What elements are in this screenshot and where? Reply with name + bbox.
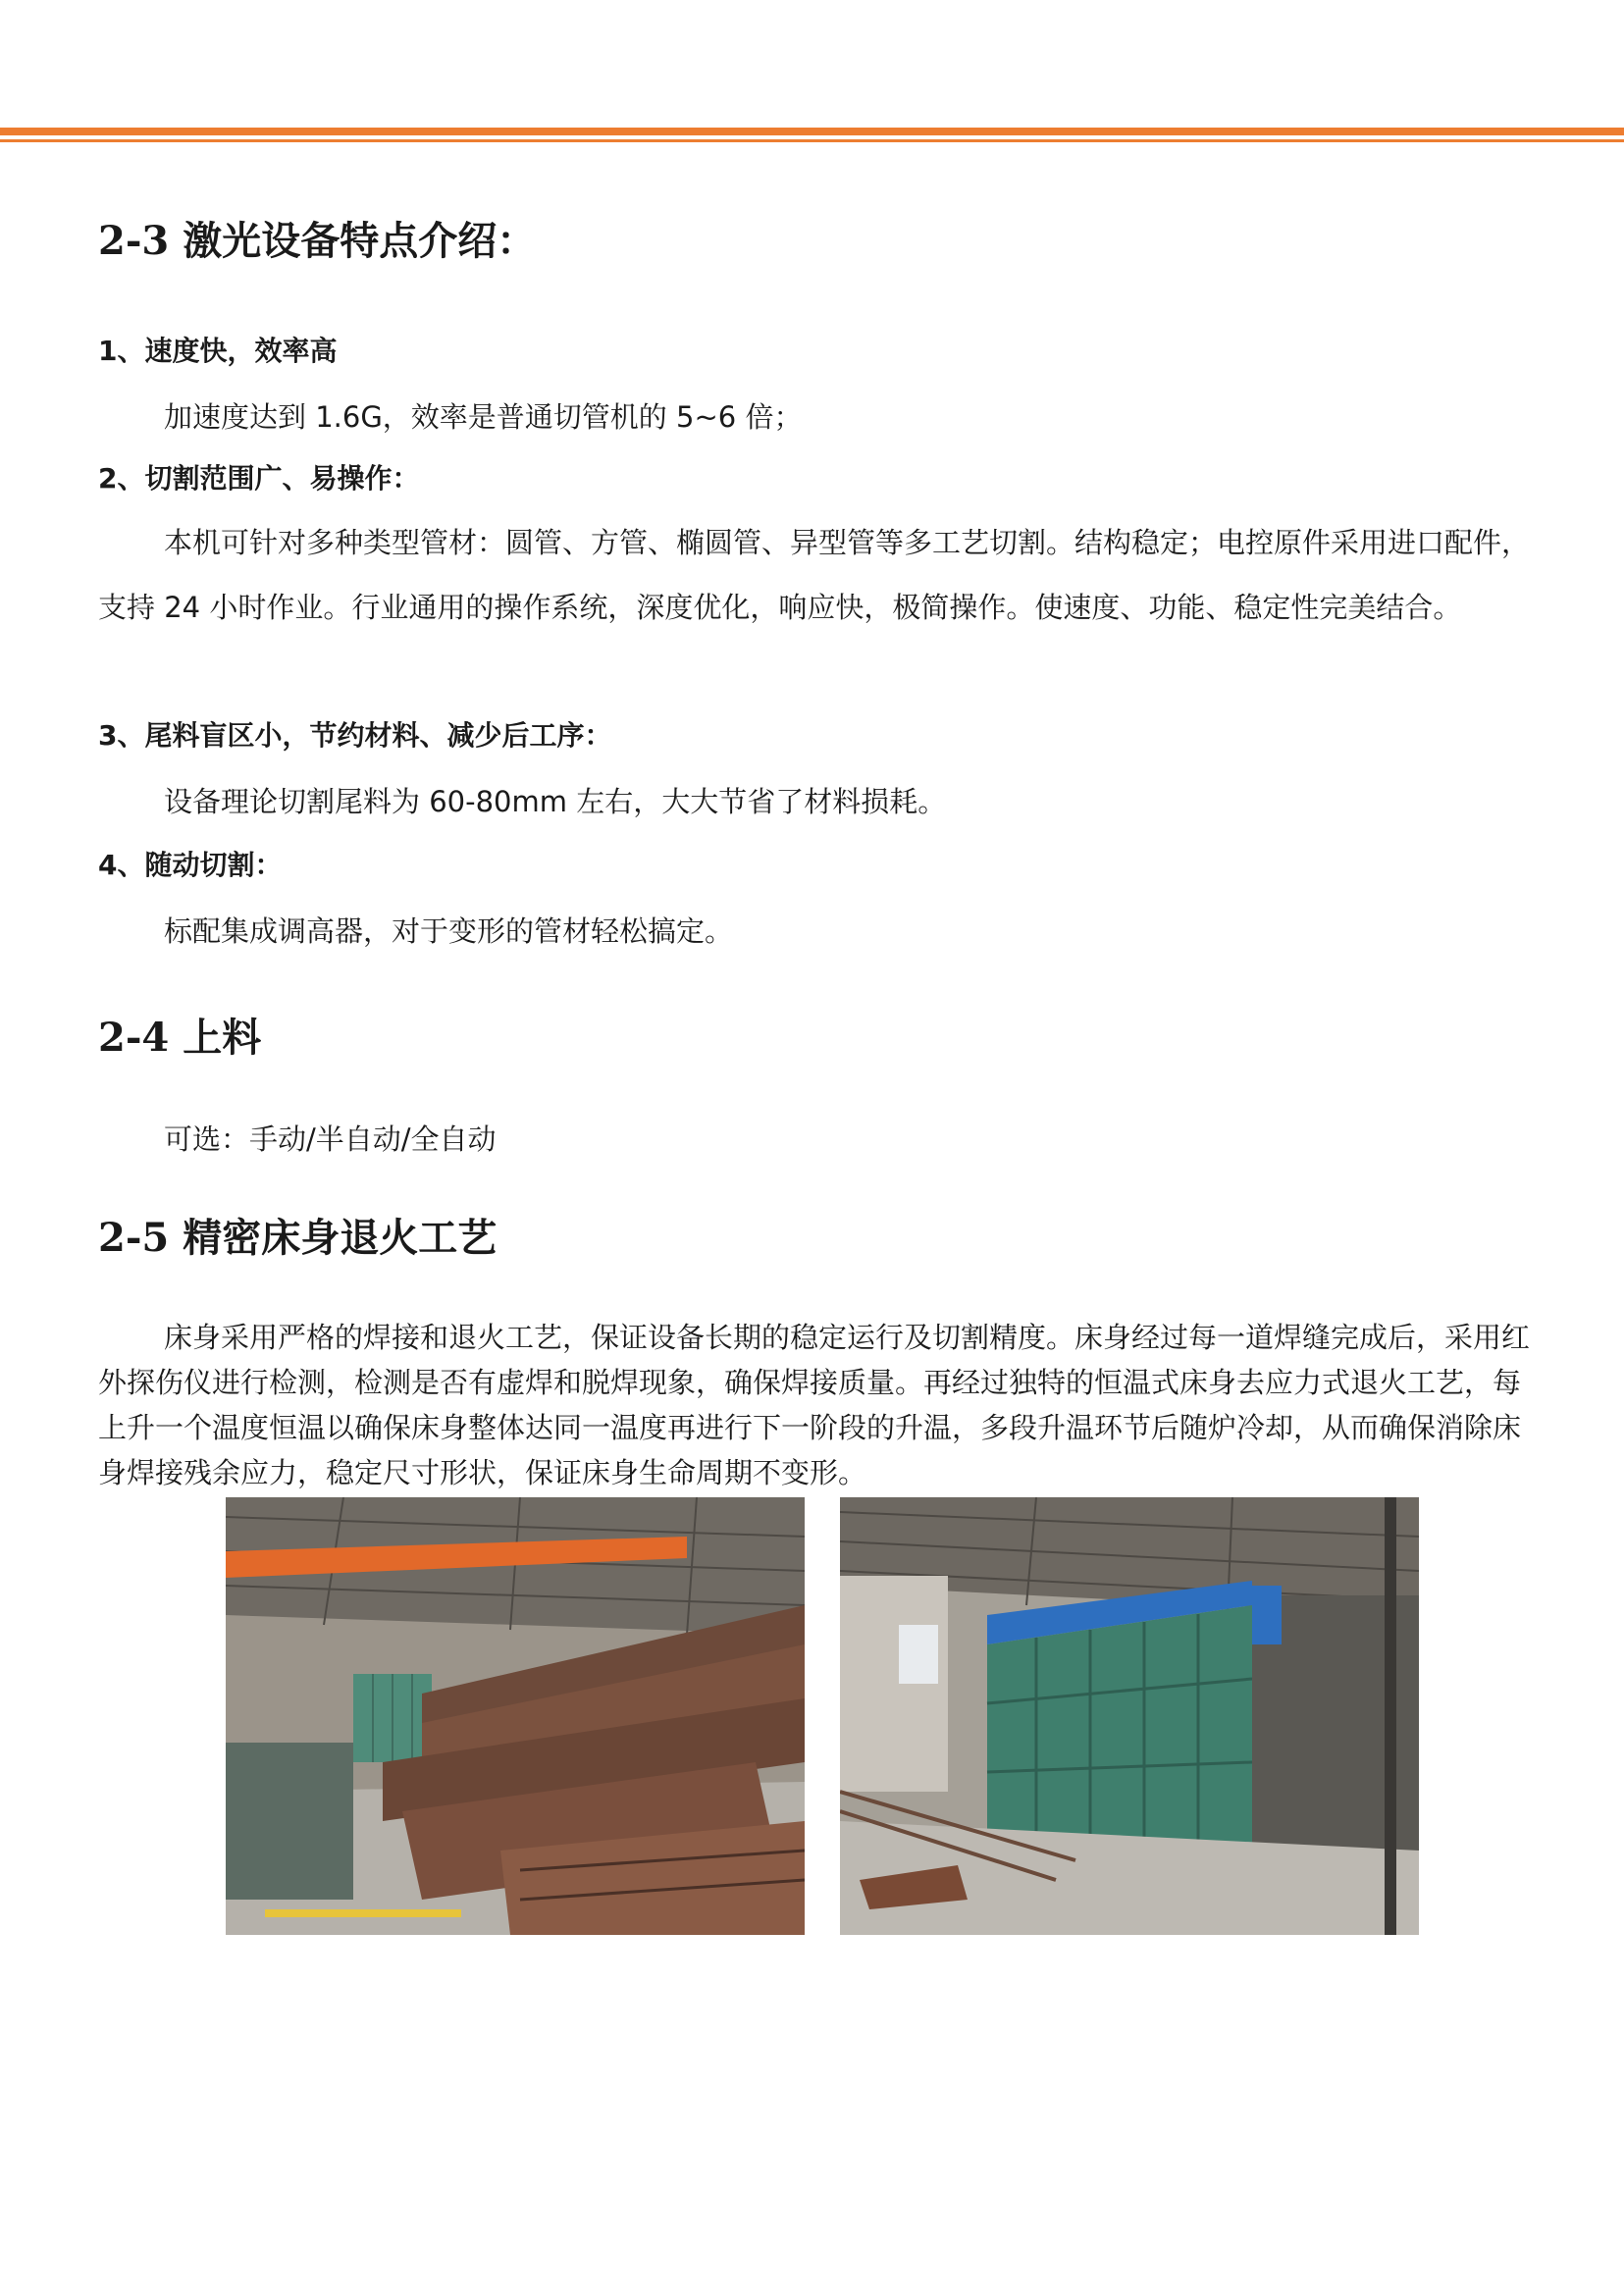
feature-3-body: 设备理论切割尾料为 60-80mm 左右，大大节省了材料损耗。 [164,785,947,818]
section-2-4-title: 2-4 上料 [98,1015,262,1061]
annealing-furnace-photo [840,1497,1419,1935]
feature-4-body: 标配集成调高器，对于变形的管材轻松搞定。 [164,914,734,948]
header-rule-thick [0,128,1624,135]
feature-2-body: 本机可针对多种类型管材：圆管、方管、椭圆管、异型管等多工艺切割。结构稳定；电控原件采用进口配件，支持 24 小时作业。行业通用的操作系统，深度优化，响应快，极简操作。使速度、功能、稳定性完美结合。 [98,526,1531,624]
section-2-5-title: 2-5 精密床身退火工艺 [98,1215,498,1261]
feature-3-heading: 3、尾料盲区小，节约材料、减少后工序： [98,719,612,752]
feature-2-heading: 2、切割范围广、易操作： [98,462,420,495]
feature-4-heading: 4、随动切割： [98,849,283,881]
section-2-3-title: 2-3 激光设备特点介绍： [98,218,537,264]
feature-1-body: 加速度达到 1.6G，效率是普通切管机的 5~6 倍； [164,400,803,434]
bed-frames-photo [226,1497,805,1935]
annealing-description: 床身采用严格的焊接和退火工艺，保证设备长期的稳定运行及切割精度。床身经过每一道焊缝完成后，采用红外探伤仪进行检测，检测是否有虚焊和脱焊现象，确保焊接质量。再经过独特的恒温式床身去应力式退火工艺，每上升一个温度恒温以确保床身整体达同一温度再进行下一阶段的升温，多段升温环节后随炉冷却，从而确保消除床身焊接残余应力，稳定尺寸形状，保证床身生命周期不变形。 [98,1321,1531,1489]
feature-1-heading: 1、速度快，效率高 [98,335,338,367]
header-rule-thin [0,139,1624,142]
loading-options-text: 可选：手动/半自动/全自动 [164,1122,497,1156]
